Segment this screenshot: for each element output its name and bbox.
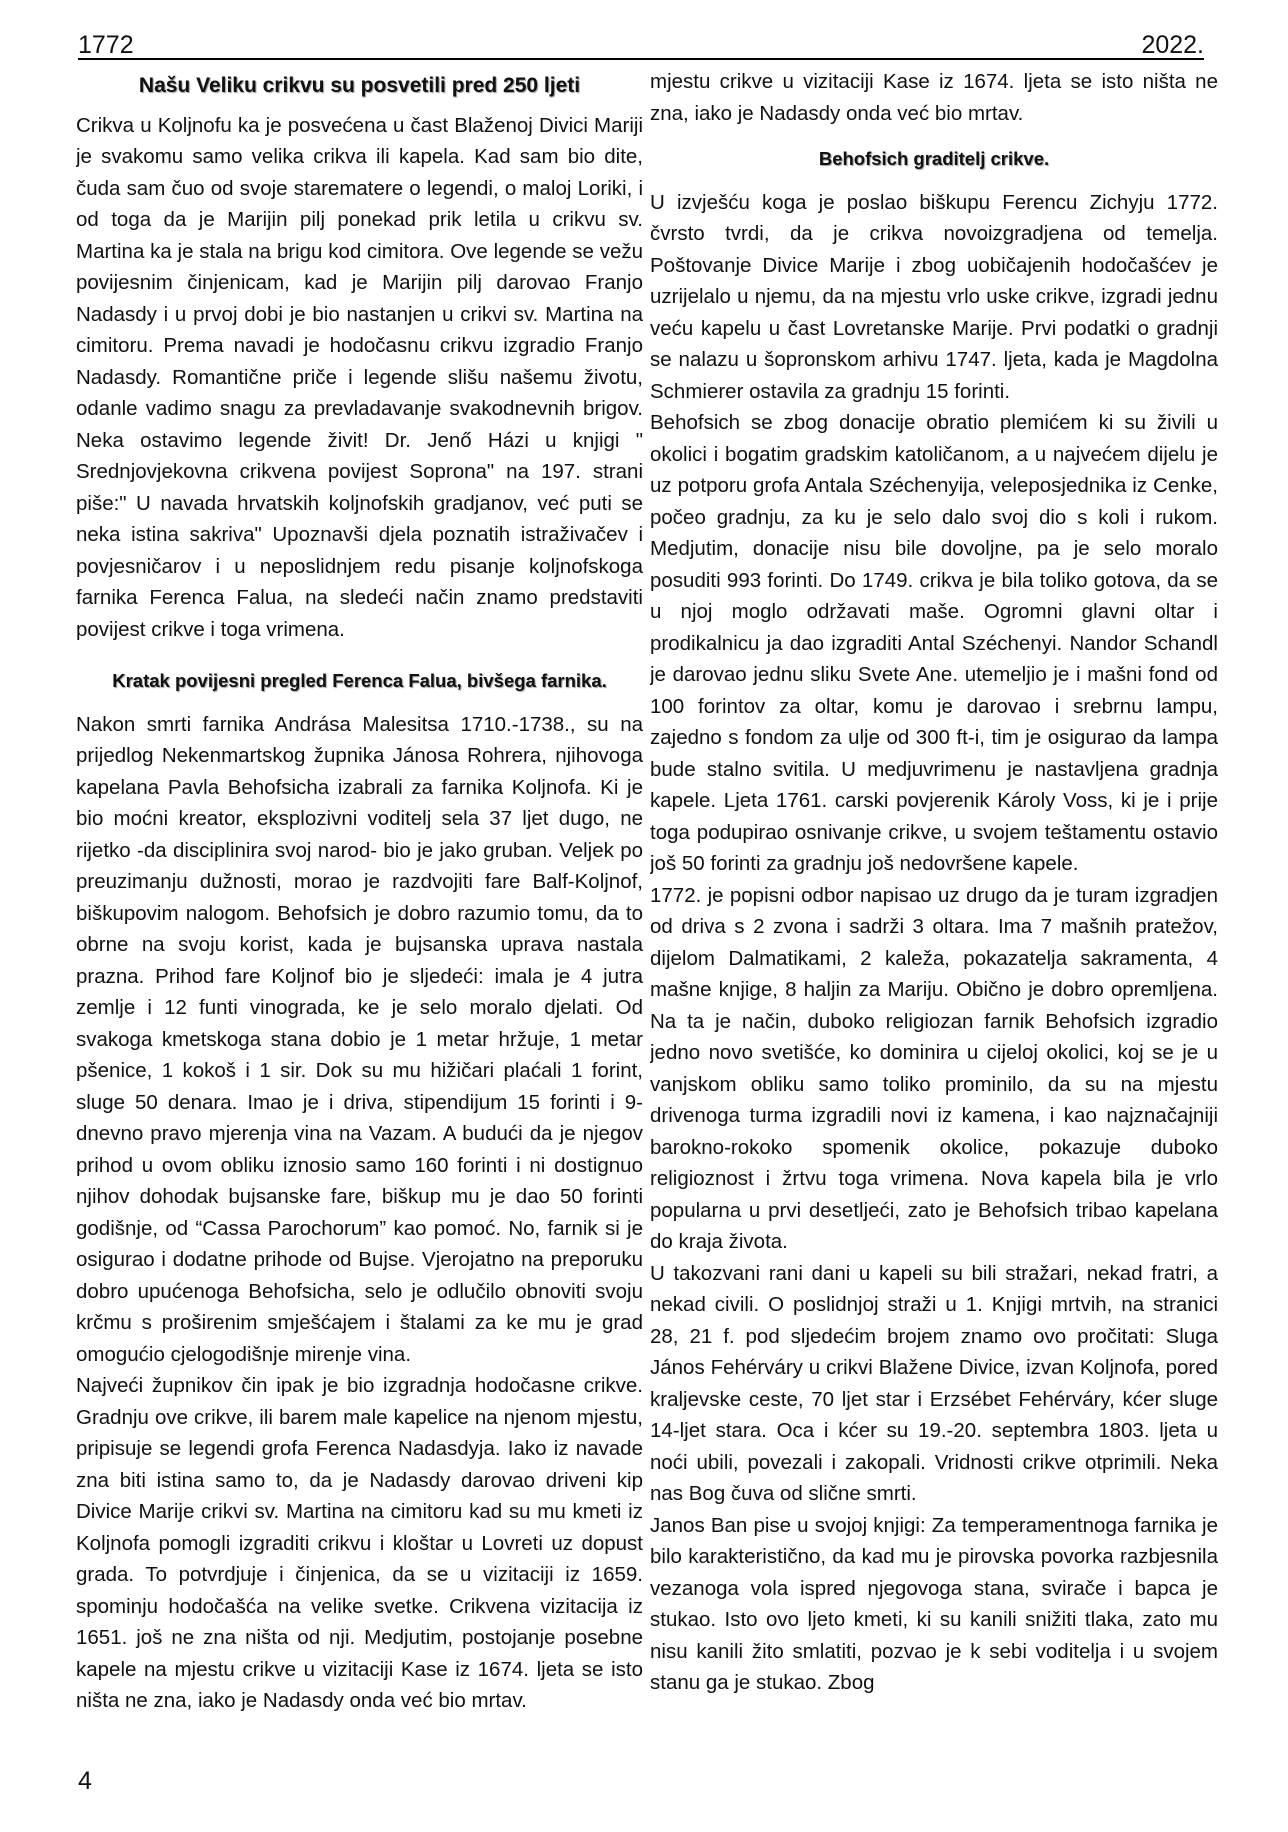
paragraph-donations: Behofsich se zbog donacije obratio plemićem ki su živili u okolici i bogatim gradskim katoličanom, a u najvećem dijelu je uz potporu grofa Antala Széchenyija, veleposjednika iz Cenke, počeo gradnju, za ku je selo dalo svoj dio s koli i rukom. Medjutim, donacije nisu bile dovoljne, pa je selo moralo posuditi 993 forinti. Do 1749. crikva je bila toliko gotova, da se u njoj moglo održavati maše. Ogromni glavni oltar i prodikalnicu ja dao izgraditi Antal Széchenyi. Nandor Schandl je darovao jednu sliku Svete Ane. utemeljio je i mašni fond od 100 forintov za oltar, komu je darovao i srebrnu lampu, zajedno s fondom za ulje od 300 ft-i, tim je osigurao da lampa bude stalno svitila. U medjuvrimenu je nastavljena gradnja kapele. Ljeta 1761. carski povjerenik Károly Voss, ki je i prije toga podupirao osnivanje crikve, u svojem teštamentu ostavio još 50 forinti za gradnju još nedovršene kapele. xyxy=(650,411,1218,875)
paragraph-1772: 1772. je popisni odbor napisao uz drugo da je turam izgradjen od driva s 2 zvona i sadrži 3 oltara. Ima 7 mašnih pratežov, dijelom Dalmatikami, 2 kaleža, pokazatelja sakramenta, 4 mašne knjige, 8 haljin za Mariju. Obično je dobro opremljena. Na ta je način, duboko religiozan farnik Behofsich izgradio jedno novo svetišće, ko dominira u cijeloj okolici, koj se je u vanjskom obliku samo toliko prominilo, da su na mjestu drivenoga turma izgradili novi iz kamena, i kao najznačajniji barokno-rokoko spomenik okolice, pokazuje duboko religioznost i žrtvu toga vrimena. Nova kapela bila je vrlo popularna u prvi desetljeći, zato je Behofsich tribao kapelana do kraja života. xyxy=(650,883,1218,1253)
paragraph-report: U izvješću koga je poslao biškupu Ferencu Zichyju 1772. čvrsto tvrdi, da je crikva novoizgradjena od temelja. Poštovanje Divice Marije i zbog uobičajenih hodočašćev je uzrijelalo u njemu, da na mjestu vrlo uske crikve, izgradi jednu veću kapelu u čast Lovretanske Marije. Prvi podatki o gradnji se nalazu u šopronskom arhivu 1747. ljeta, kada je Magdolna Schmierer ostavila za gradnju 15 forinti. xyxy=(650,190,1218,403)
section-heading-overview: Kratak povijesni pregled Ferenca Falua, bivšega farnika. xyxy=(112,670,607,691)
paragraph-pilgrimage: Najveći župnikov čin ipak je bio izgradnja hodočasne crikve. Gradnju ove crikve, ili barem male kapelice na njenom mjestu, pripisuje se legendi grofa Ferenca Nadasdyja. Iako iz navade zna biti istina samo to, da je Nadasdy darovao driveni kip Divice Marije crikvi sv. Martina na cimitoru kad su mu kmeti iz Koljnofa pomogli izgraditi crikvu i kloštar u Lovreti uz dopust grada. To potvrdjuje i činjenica, da se u vizitaciji iz 1659. spominju hodočašća na velike svetke. Crikvena vizitacija iz 1651. još ne zna ništa od nji. Medjutim, postojanje posebne kapele na mjestu crikve u vizitaciji Kase iz 1674. ljeta se isto ništa ne zna, iako je Nadasdy onda već bio mrtav. xyxy=(76,1374,643,1712)
paragraph-pilgrimage-continued xyxy=(650,66,1218,129)
paragraph-guards: U takozvani rani dani u kapeli su bili stražari, nekad fratri, a nekad civili. O poslidnjoj straži u 1. Knjigi mrtvih, na stranici 28, 21 f. pod sljedećim brojem znamo ovo pročitati: Sluga János Fehérváry u crikvi Blažene Divice, izvan Koljnofa, pored kraljevske ceste, 70 ljet star i Erzsébet Fehérváry, kćer sluge 14-ljet stara. Oca i kćer su 19.-20. septembra 1803. ljeta u noći ubili, povezali i zakopali. Vridnosti crikve otprimili. Neka nas Bog čuva od slične smrti. xyxy=(650,1261,1218,1505)
left-column xyxy=(76,66,643,1766)
pilgrimage-continued-text: mjestu crikve u vizitaciji Kase iz 1674. ljeta se isto ništa ne zna, iako je Nadasdy onda već bio mrtav. xyxy=(650,70,1218,125)
header-year-left: 1772 xyxy=(78,31,134,59)
header-year-right: 2022. xyxy=(1141,31,1204,59)
article-title: Našu Veliku crikvu su posvetili pred 250 ljeti xyxy=(138,74,581,97)
paragraph-malesits: Nakon smrti farnika Andrása Malesitsa 1710.-1738., su na prijedlog Nekenmartskog župnika Jánosa Rohrera, njihovoga kapelana Pavla Behofsicha izabrali za farnika Koljnofa. Ki je bio moćni kreator, eksplozivni voditelj sela 37 ljet dugo, ne rijetko -da disciplinira svoj narod- bio je jako gruban. Veljek po preuzimanju dužnosti, morao je razdvojiti fare Balf-Koljnof, biškupovim nalogom. Behofsich je dobro razumio tomu, da to obrne na svoju korist, kada je bujsanska uprava nastala prazna. Prihod fare Koljnof bio je sljedeći: imala je 4 jutra zemlje i 12 funti vinograda, ke je selo moralo djelati. Od svakoga kmetskoga stana dobio je 1 metar hržuje, 1 metar pšenice, 1 kokoš i 1 sir. Dok su mu hižičari plaćali 1 forint, sluge 50 denara. Imao je i driva, stipendijum 15 forinti i 9-dnevno pravo mjerenja vina na Vazam. A budući da je njegov prihod u ovom obliku iznosio samo 160 forinti i ni dostignuo njihov dohodak bujsanske fare, biškup mu je dao 50 forinti godišnje, od “Cassa Parochorum” kao pomoć. No, farnik si je osigurao i dodatne prihode od Bujse. Vjerojatno na preporuku dobro upućenoga Behofsicha, selo je odlučilo obnoviti svoju krčmu s proširenim smješćajem i štalami za ke mu je grad omogućio cjelogodišnje mirenje vina. xyxy=(76,712,643,1366)
page-number: 4 xyxy=(78,1767,92,1795)
header-rule xyxy=(78,58,1204,60)
paragraph-intro: Crikva u Koljnofu ka je posvećena u čast Blaženoj Divici Mariji je svakomu samo velika crikva ili kapela. Kad sam bio dite, čuda sam čuo od svoje starematere o legendi, o maloj Loriki, i od toga da je Marijin pilj ponekad prik letila u crikvu sv. Martina ka je stala na brigu kod cimitora. Ove legende se vežu povijesnim činjenicam, kad je Marijin pilj darovao Franjo Nadasdy i u prvoj dobi je bio nastanjen u crikvi sv. Martina na cimitoru. Prema navadi je hodočasnu crikvu izgradio Franjo Nadasdy. Romantične priče i legende slišu našemu životu, odanle vadimo snagu za prevladavanje svakodnevnih brigov. Neka ostavimo legende živit! Dr. Jenő Házi u knjigi " Srednjovjekovna crikvena povijest Soprona" na 197. strani piše:" U navada hrvatskih koljnofskih gradjanov, već puti se neka istina sakriva" Upoznavši djela poznatih istraživačev i povjesničarov i u neposlidnjem redu pisanje koljnofskoga farnika Ferenca Falua, na sledeći način znamo predstaviti povijest crikve i toga vrimena. xyxy=(76,113,643,641)
section-heading-builder: Behofsich graditelj crikve. xyxy=(818,148,1050,169)
right-column xyxy=(650,66,1218,1766)
paragraph-ban: Janos Ban pise u svojoj knjigi: Za temperamentnoga farnika je bilo karakteristično, da kad mu je pirovska povorka razbjesnila vezanoga vola ispred njegovoga stana, svirače i bapca je stukao. Isto ovo ljeto kmeti, ki su kanili snižiti tlaka, zato mu nisu kanili žito smlatiti, pozvao je k sebi voditelja i u svojem stanu ga je stukao. Zbog xyxy=(650,1513,1218,1694)
